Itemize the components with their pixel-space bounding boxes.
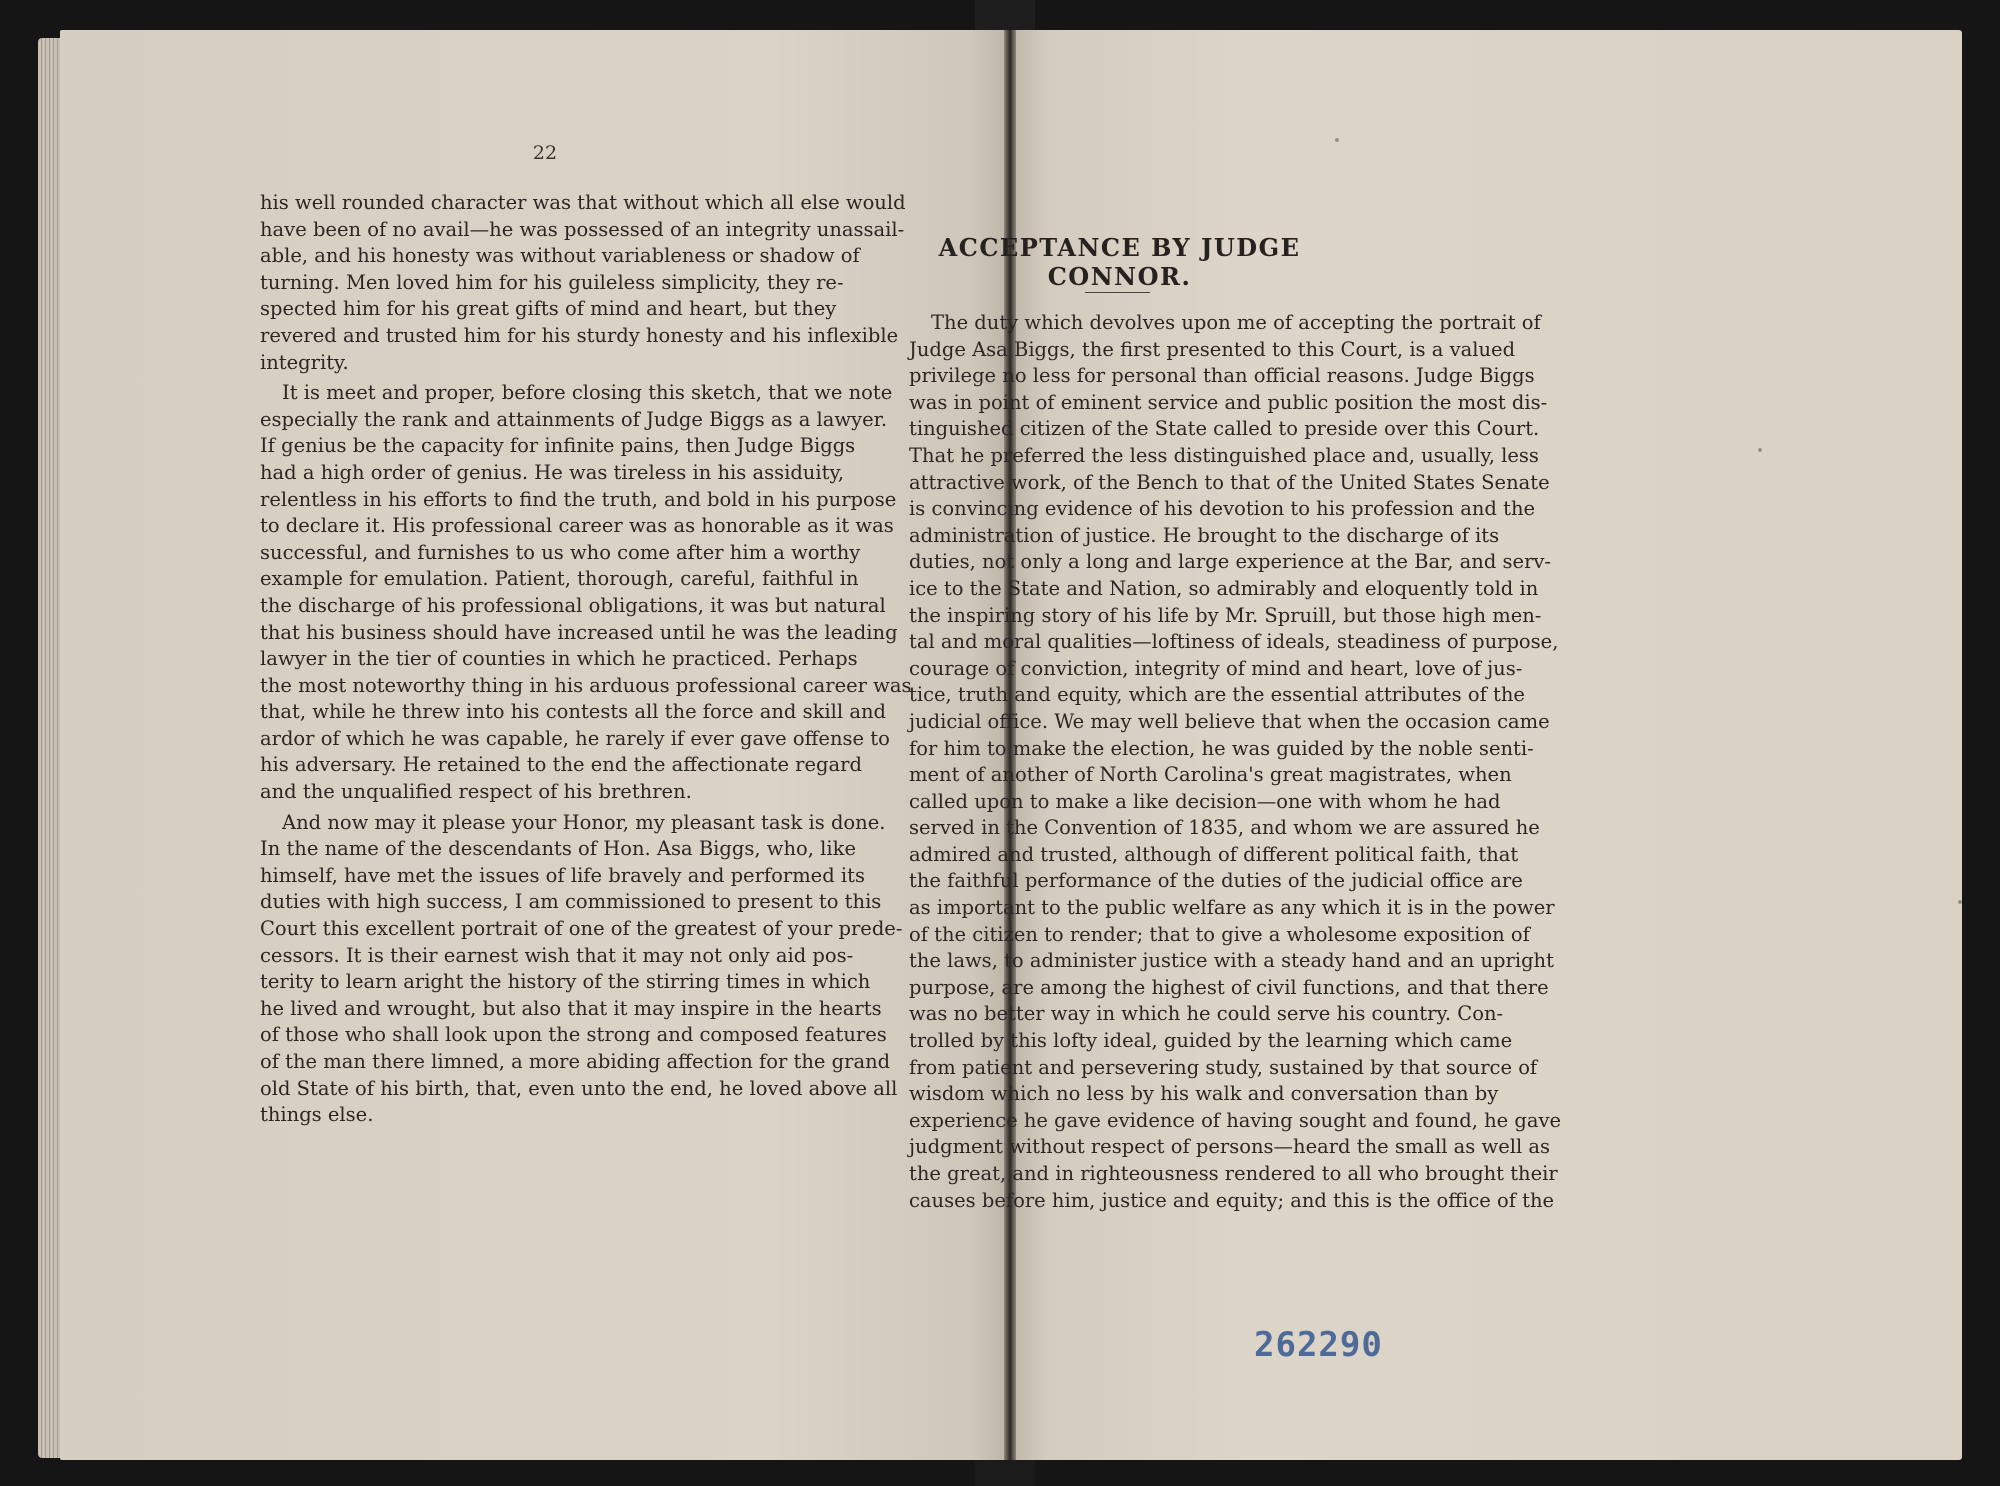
text-line: courage of conviction, integrity of mind and heart, love of jus- bbox=[909, 656, 1523, 680]
heading-rule bbox=[1085, 292, 1150, 293]
paper-speck bbox=[1335, 138, 1339, 142]
text-line: And now may it please your Honor, my pleasant task is done. bbox=[282, 810, 886, 834]
text-line: duties, not only a long and large experience at the Bar, and serv- bbox=[909, 550, 1551, 574]
text-line: able, and his honesty was without variableness or shadow of bbox=[260, 244, 860, 268]
text-line: called upon to make a like decision—one with whom he had bbox=[909, 789, 1501, 813]
text-line: tal and moral qualities—loftiness of ideals, steadiness of purpose, bbox=[909, 630, 1559, 654]
text-line: cessors. It is their earnest wish that it may not only aid pos- bbox=[260, 943, 854, 967]
text-line: is convincing evidence of his devotion to his profession and the bbox=[909, 497, 1536, 521]
text-line: turning. Men loved him for his guileless simplicity, they re- bbox=[260, 270, 844, 294]
text-line: example for emulation. Patient, thorough, careful, faithful in bbox=[260, 567, 859, 591]
text-line: was no better way in which he could serve his country. Con- bbox=[909, 1002, 1504, 1026]
text-line: old State of his birth, that, even unto the end, he loved above all bbox=[260, 1076, 898, 1100]
text-line: successful, and furnishes to us who come after him a worthy bbox=[260, 540, 861, 564]
section-heading: ACCEPTANCE BY JUDGE CONNOR. bbox=[938, 233, 1301, 291]
text-line: of the citizen to render; that to give a wholesome exposition of bbox=[909, 922, 1530, 946]
text-line: for him to make the election, he was guided by the noble senti- bbox=[909, 736, 1534, 760]
paragraph bbox=[887, 310, 1562, 1214]
text-line: ice to the State and Nation, so admirably and eloquently told in bbox=[909, 576, 1539, 600]
text-line: Judge Asa Biggs, the first presented to this Court, is a valued bbox=[909, 337, 1516, 361]
text-line: as important to the public welfare as any which it is in the power bbox=[909, 896, 1555, 920]
text-line: was in point of eminent service and public position the most dis- bbox=[909, 390, 1548, 414]
paragraph bbox=[238, 810, 903, 1129]
text-line: his adversary. He retained to the end the affectionate regard bbox=[260, 753, 862, 777]
text-line: have been of no avail—he was possessed of an integrity unassail- bbox=[260, 217, 905, 241]
left-page-text bbox=[238, 190, 912, 1129]
text-line: served in the Convention of 1835, and whom we are assured he bbox=[909, 816, 1540, 840]
text-line: lawyer in the tier of counties in which he practiced. Perhaps bbox=[260, 647, 858, 671]
text-line: the most noteworthy thing in his arduous professional career was bbox=[260, 673, 912, 697]
text-line: the great, and in righteousness rendered to all who brought their bbox=[909, 1162, 1558, 1185]
right-page-text bbox=[887, 310, 1562, 1214]
text-line: relentless in his efforts to find the truth, and bold in his purpose bbox=[260, 487, 897, 511]
text-line: wisdom which no less by his walk and conversation than by bbox=[909, 1082, 1499, 1106]
text-line: to declare it. His professional career was as honorable as it was bbox=[260, 514, 894, 538]
text-line: spected him for his great gifts of mind and heart, but they bbox=[260, 297, 837, 321]
text-line: himself, have met the issues of life bravely and performed its bbox=[260, 863, 865, 887]
text-line: If genius be the capacity for infinite pains, then Judge Biggs bbox=[260, 434, 856, 458]
text-line: the inspiring story of his life by Mr. Spruill, but those high men- bbox=[909, 603, 1542, 627]
text-line: from patient and persevering study, sustained by that source of bbox=[909, 1055, 1538, 1079]
text-line: Court this excellent portrait of one of the greatest of your prede- bbox=[260, 917, 903, 941]
text-line: judgment without respect of persons—heard the small as well as bbox=[909, 1135, 1551, 1159]
text-line: privilege no less for personal than official reasons. Judge Biggs bbox=[909, 364, 1535, 388]
text-line: terity to learn aright the history of the stirring times in which bbox=[260, 970, 871, 994]
text-line: administration of justice. He brought to the discharge of its bbox=[909, 523, 1500, 547]
text-line: that his business should have increased until he was the leading bbox=[260, 620, 898, 644]
text-line: things else. bbox=[260, 1103, 374, 1127]
text-line: admired and trusted, although of different political faith, that bbox=[909, 842, 1519, 866]
text-line: tice, truth and equity, which are the essential attributes of the bbox=[909, 683, 1525, 707]
paragraph bbox=[238, 190, 906, 376]
text-line: That he preferred the less distinguished place and, usually, less bbox=[909, 443, 1539, 467]
page-number: 22 bbox=[532, 142, 558, 164]
text-line: revered and trusted him for his sturdy honesty and his inflexible bbox=[260, 323, 899, 347]
text-line: purpose, are among the highest of civil functions, and that there bbox=[909, 975, 1549, 999]
text-line: tinguished citizen of the State called to preside over this Court. bbox=[909, 417, 1540, 441]
text-line: of the man there limned, a more abiding affection for the grand bbox=[260, 1050, 891, 1073]
text-line: the discharge of his professional obligations, it was but natural bbox=[260, 593, 886, 617]
text-line: In the name of the descendants of Hon. Asa Biggs, who, like bbox=[260, 837, 856, 861]
paragraph bbox=[238, 380, 912, 806]
text-line: he lived and wrought, but also that it may inspire in the hearts bbox=[260, 996, 882, 1020]
text-line: duties with high success, I am commissioned to present to this bbox=[260, 890, 882, 914]
text-line: the laws, to administer justice with a steady hand and an upright bbox=[909, 949, 1554, 973]
text-line: and the unqualified respect of his brethren. bbox=[260, 780, 692, 804]
text-line: integrity. bbox=[260, 350, 349, 374]
text-line: that, while he threw into his contests all the force and skill and bbox=[260, 700, 887, 724]
text-line: the faithful performance of the duties of the judicial office are bbox=[909, 869, 1523, 893]
text-line: especially the rank and attainments of Judge Biggs as a lawyer. bbox=[260, 407, 888, 431]
text-line: judicial office. We may well believe that when the occasion came bbox=[909, 709, 1550, 733]
text-line: had a high order of genius. He was tireless in his assiduity, bbox=[260, 460, 845, 484]
paper-speck bbox=[1958, 900, 1962, 904]
accession-number-stamp: 262290 bbox=[1254, 1325, 1383, 1365]
paper-speck bbox=[1758, 448, 1762, 452]
text-line: causes before him, justice and equity; and this is the office of the bbox=[909, 1188, 1555, 1212]
text-line: The duty which devolves upon me of accepting the portrait of bbox=[931, 311, 1541, 334]
text-line: of those who shall look upon the strong and composed features bbox=[260, 1023, 887, 1047]
text-line: experience he gave evidence of having sought and found, he gave bbox=[909, 1108, 1562, 1132]
text-line: trolled by this lofty ideal, guided by the learning which came bbox=[909, 1029, 1513, 1053]
text-line: ardor of which he was capable, he rarely if ever gave offense to bbox=[260, 726, 890, 750]
text-line: ment of another of North Carolina's great magistrates, when bbox=[909, 763, 1512, 787]
text-line: his well rounded character was that without which all else would bbox=[260, 191, 906, 214]
text-line: It is meet and proper, before closing this sketch, that we note bbox=[282, 381, 893, 405]
text-line: attractive work, of the Bench to that of the United States Senate bbox=[909, 470, 1550, 494]
